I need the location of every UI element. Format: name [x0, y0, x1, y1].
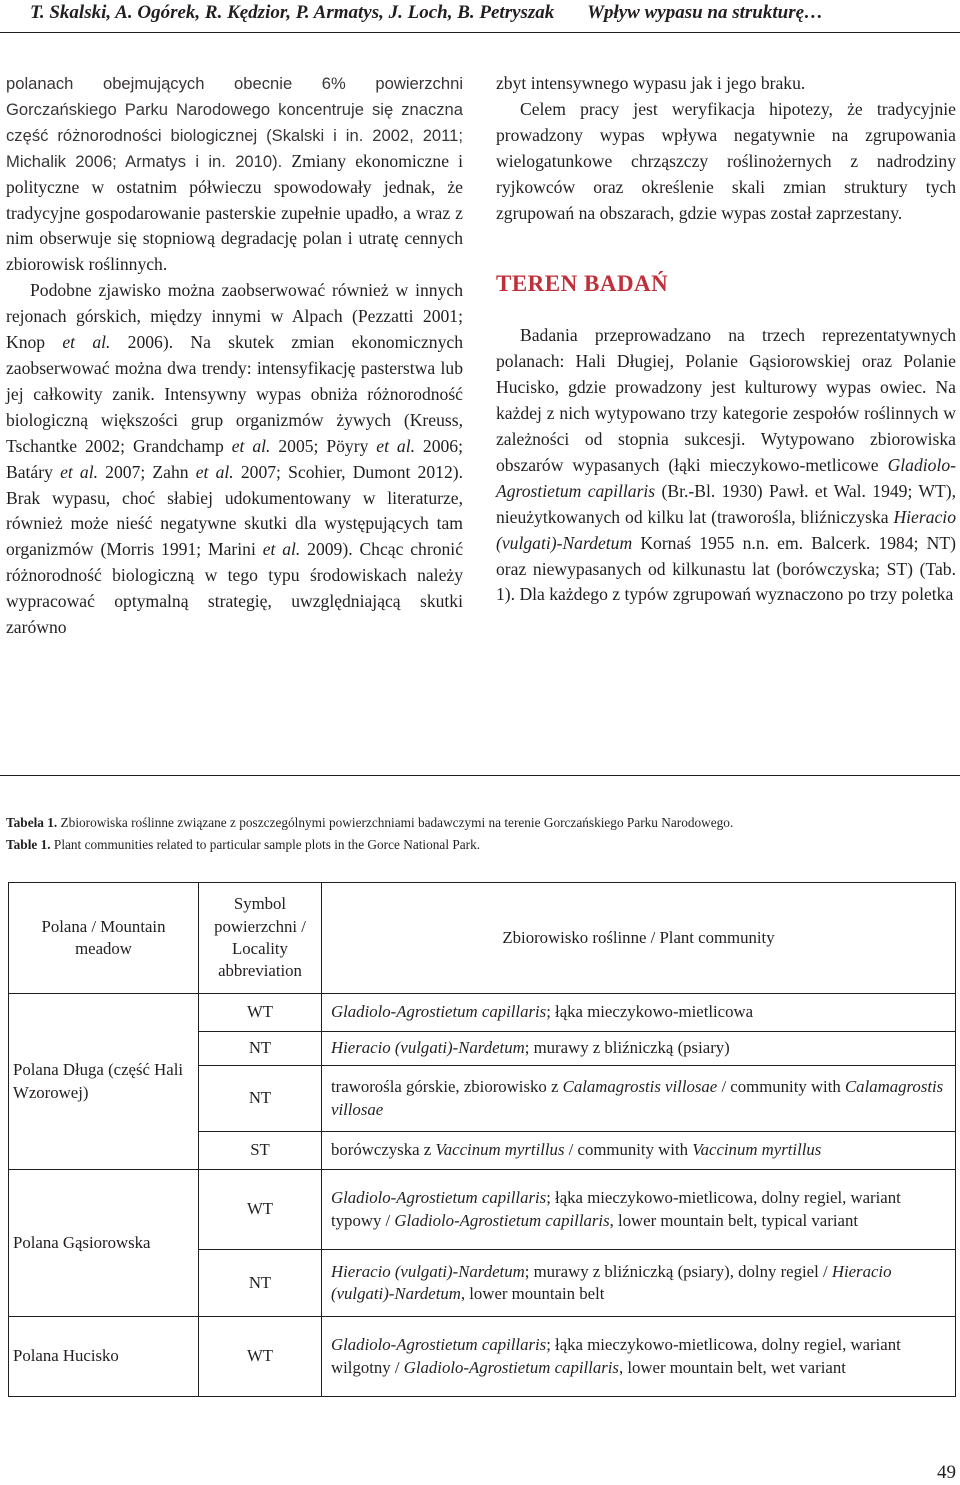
text-run: 2006). Na skutek zmian ekonomicznych zaobserwować można dwa trendy: intensyfikację pasterstwa lub jej całkowity zanik. Intensywny wypas obniża różnorodność biologiczną większości grup organizmów żywych (Kreuss, Tschantke 2002; Grandchamp	[6, 332, 463, 456]
symbol-cell: ST	[199, 1132, 322, 1170]
text-run: , lower mountain belt, wet variant	[618, 1357, 846, 1377]
italic-run: et al.	[262, 539, 301, 560]
text-run: borówczyska z	[331, 1140, 436, 1160]
header-meadow: Polana / Mountain meadow	[9, 883, 199, 994]
running-head-authors: T. Skalski, A. Ogórek, R. Kędzior, P. Armatys, J. Loch, B. Petryszak	[30, 2, 555, 23]
paragraph-continuation: zbyt intensywnego wypasu jak i jego braku.	[496, 73, 806, 93]
text-run: ; łąka mieczykowo-mietlicowa	[546, 1002, 754, 1022]
text-run: 2009). Chcąc chronić różnorodność biologiczną w tego typu środowiskach należy wypracować optymalną strategię, uwzględniającą skutki zarówno	[6, 539, 464, 638]
caption-polish	[6, 812, 956, 834]
paragraph-aim: Celem pracy jest weryfikacja hipotezy, że tradycyjnie prowadzony wypas wpływa negatywnie na zgrupowania wielogatunkowe chrząszczy roślinożernych z nadrodziny ryjkowców oraz określenie skali zmian struktury tych zgrupowań na obszarach, gdzie wypas został zaprzestany.	[496, 98, 956, 223]
italic-run: Hieracio (vulgati)-Nardetum	[331, 1038, 525, 1058]
italic-run: Hieracio (vulgati)-Nardetum	[331, 1261, 892, 1303]
text-run: 2006; Batáry	[6, 435, 463, 482]
italic-run: Vaccinum myrtillus	[435, 1140, 565, 1160]
symbol-cell: WT	[199, 1170, 322, 1250]
italic-run: et al.	[231, 435, 271, 456]
italic-run: Gladiolo-Agrostietum capillaris	[394, 1210, 610, 1230]
symbol-cell: NT	[199, 1032, 322, 1066]
text-run: Badania przeprowadzano na trzech reprezentatywnych polanach: Hali Długiej, Polanie Gąsiorowskiej oraz Polanie Hucisko, gdzie prowadzony jest kulturowy wypas owiec. Na każdej z nich wytypowano trzy kategorie zespołów roślinnych w zależności od stopnia sukcesji. Wytypowano zbiorowiska obszarów wypasanych (łąki mieczykowo-metlicowe	[496, 325, 956, 475]
meadow-cell: Polana Długa (część Hali Wzorowej)	[9, 994, 199, 1170]
italic-run: Gladiolo-Agrostietum capillaris	[331, 1188, 547, 1208]
text-run: Podobne zjawisko można zaobserwować również w innych rejonach górskich, między innymi w Alpach (Pezzatti 2001; Knop	[6, 280, 463, 353]
italic-run: Hieracio (vulgati)-Nardetum	[331, 1261, 525, 1281]
text-run: (Br.-Bl. 1930) Pawł. et Wal. 1949; WT), nieużytkowanych od kilku lat (traworośla, bliźniczyska	[496, 480, 956, 527]
table-header-row	[9, 883, 956, 994]
italic-run: Calamagrostis villosae	[331, 1077, 944, 1119]
table-caption	[6, 812, 956, 855]
table-row	[9, 1170, 956, 1250]
text-run: , lower mountain belt, typical variant	[609, 1210, 858, 1230]
italic-run: Gladiolo-Agrostietum capillaris	[331, 1002, 547, 1022]
italic-run: Hieracio (vulgati)-Nardetum	[496, 506, 956, 553]
text-run: / community with	[564, 1140, 693, 1160]
paragraph-intro	[6, 71, 463, 278]
symbol-cell: WT	[199, 1317, 322, 1397]
section-heading: TEREN BADAŃ	[496, 271, 669, 297]
symbol-cell: NT	[199, 1066, 322, 1132]
community-cell	[322, 1066, 956, 1132]
paragraph-study-area	[496, 323, 956, 608]
text-run: ; łąka mieczykowo-mietlicowa, dolny regiel, wariant wilgotny /	[331, 1335, 901, 1377]
italic-run: Gladiolo-Agrostietum capillaris	[403, 1357, 619, 1377]
text-run: ; murawy z bliźniczką (psiary)	[524, 1038, 730, 1058]
italic-run: et al.	[62, 332, 111, 353]
text-run: Kornaś 1955 n.n. em. Balcerk. 1984; NT) oraz niewypasanych od kilkunastu lat (borówczyska; ST) (Tab. 1). Dla każdego z typów zgrupowań wyznaczono po trzy poletka	[496, 532, 956, 605]
text-run: traworośla górskie, zbiorowisko z	[331, 1077, 563, 1097]
italic-run: et al.	[376, 435, 415, 456]
symbol-cell: NT	[199, 1250, 322, 1317]
text-run: , lower mountain belt	[460, 1284, 605, 1303]
community-cell	[322, 1170, 956, 1250]
header-rule	[0, 32, 960, 33]
paragraph-trends	[6, 278, 463, 641]
community-cell	[322, 1317, 956, 1397]
caption-text: Plant communities related to particular sample plots in the Gorce National Park.	[50, 836, 481, 852]
text-run: ; łąka mieczykowo-mietlicowa, dolny regiel, wariant typowy /	[331, 1188, 901, 1230]
page-number: 49	[937, 1462, 956, 1483]
meadow-cell: Polana Hucisko	[9, 1317, 199, 1397]
caption-label: Table 1.	[6, 836, 51, 852]
running-head	[30, 2, 950, 24]
community-cell	[322, 1250, 956, 1317]
text-run: 2007; Zahn	[98, 461, 196, 482]
text-run: 2007; Scohier, Dumont 2012). Brak wypasu, choć słabiej udokumentowany w literaturze, również może nieść negatywne skutki dla występujących tam organizmów (Morris 1991; Marini	[6, 461, 463, 560]
italic-run: Gladiolo-Agrostietum capillaris	[331, 1335, 547, 1355]
caption-text: Zbiorowiska roślinne związane z poszczególnymi powierzchniami badawczymi na terenie Gorczańskiego Parku Narodowego.	[57, 815, 734, 830]
section-rule	[0, 775, 960, 776]
table-row	[9, 994, 956, 1032]
italic-run: Gladiolo-Agrostietum capillaris	[496, 454, 956, 501]
community-cell	[322, 1032, 956, 1066]
caption-english	[6, 834, 956, 856]
italic-run: et al.	[60, 461, 99, 482]
italic-run: Vaccinum myrtillus	[692, 1140, 822, 1160]
text-run: ; murawy z bliźniczką (psiary), dolny regiel /	[524, 1261, 832, 1281]
symbol-cell: WT	[199, 994, 322, 1032]
caption-label: Tabela 1.	[6, 815, 58, 830]
community-cell	[322, 1132, 956, 1170]
left-text-column	[6, 71, 463, 641]
community-cell	[322, 994, 956, 1032]
italic-run: et al.	[195, 461, 234, 482]
header-community: Zbiorowisko roślinne / Plant community	[322, 883, 956, 994]
intro-sans-text: polanach obejmujących obecnie 6% powierzchni Gorczańskiego Parku Narodowego koncentruje się znaczna część różnorodności biologicznej (Skalski i in. 2002, 2011; Michalik 2006; Armatys i in. 2010).	[6, 74, 463, 171]
italic-run: Calamagrostis villosae	[562, 1077, 718, 1097]
meadow-cell: Polana Gąsiorowska	[9, 1170, 199, 1317]
text-run: / community with	[717, 1077, 845, 1097]
running-head-title: Wpływ wypasu na strukturę…	[587, 2, 824, 23]
text-run: 2005; Pöyry	[270, 435, 377, 456]
right-text-column	[496, 71, 956, 608]
table-row	[9, 1317, 956, 1397]
plant-communities-table	[8, 882, 956, 1397]
header-symbol: Symbol powierzchni / Locality abbreviation	[199, 883, 322, 994]
intro-continuation: Zmiany ekonomiczne i polityczne w ostatnim półwieczu spowodowały jednak, że tradycyjne gospodarowanie pasterskie zupełnie upadło, a wraz z nim obserwuje się stopniową degradację polan i utratę cennych zbiorowisk roślinnych.	[6, 150, 463, 275]
